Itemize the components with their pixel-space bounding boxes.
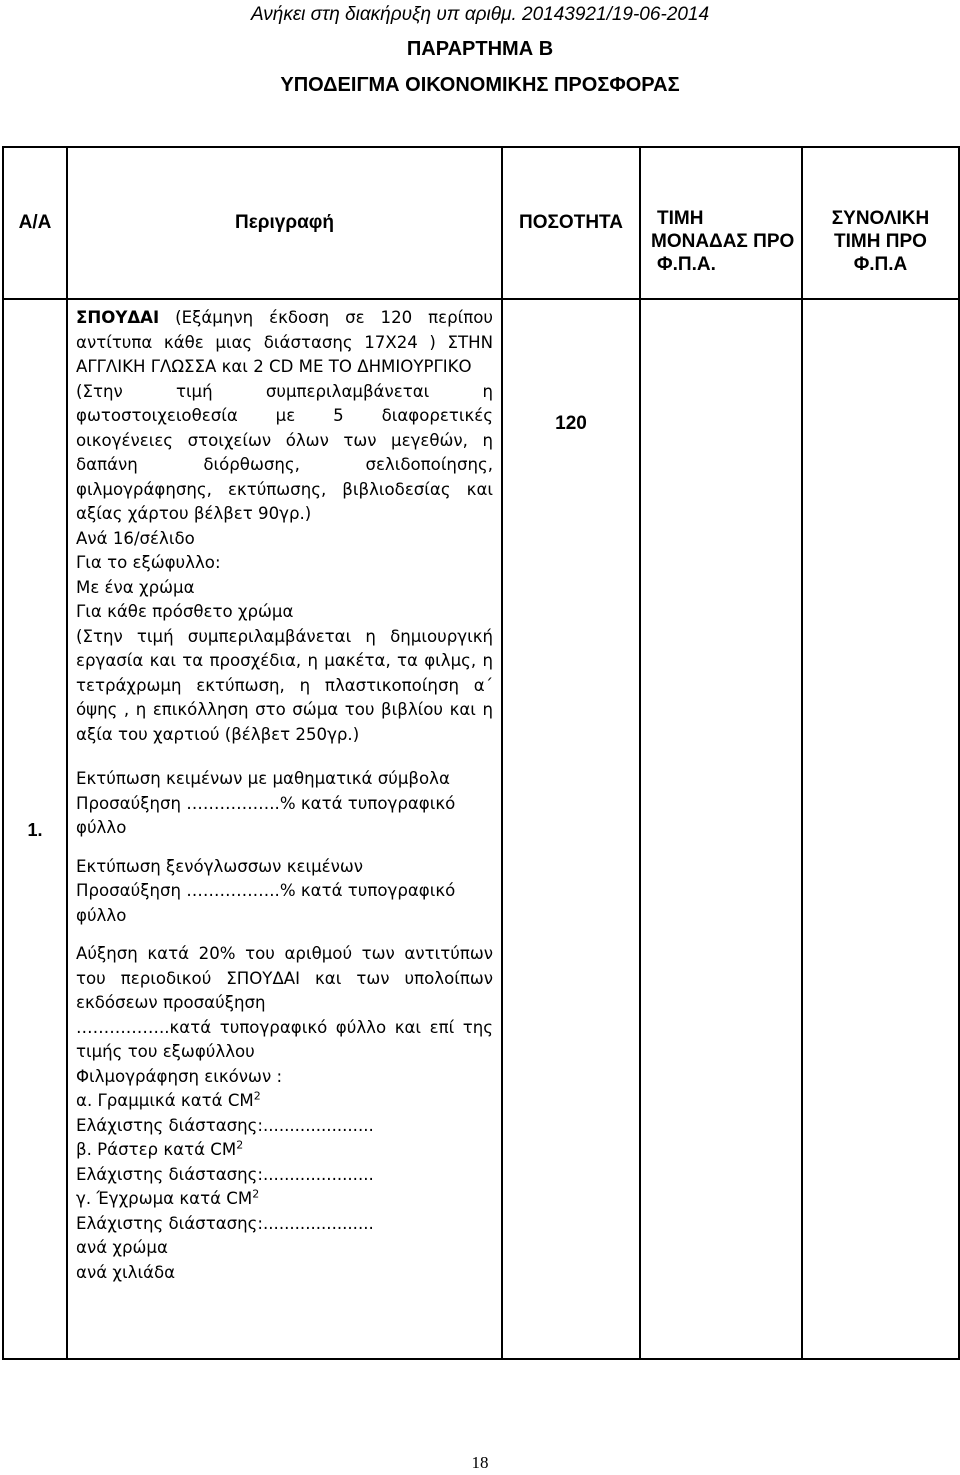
per-sheet-line: Ανά 16/σέλιδο — [76, 528, 195, 548]
raster-line: β. Ράστερ κατά $CM^2$ — [76, 1138, 244, 1159]
copies-increase-paragraph: Αύξηση κατά 20% του αριθμού των αντιτύπων του περιοδικού ΣΠΟΥΔΑΙ και των υπολοίπων εκδόσεων προσαύξηση — [76, 944, 493, 1012]
extra-color-line: Για κάθε πρόσθετο χρώμα — [76, 602, 294, 621]
unit-price-cell[interactable] — [640, 299, 802, 1359]
header-total-price — [802, 147, 959, 299]
header-unit-price-line3: Φ.Π.Α. — [657, 253, 716, 275]
math-sheet-line: φύλλο — [76, 818, 127, 837]
document-title: ΥΠΟΔΕΙΓΜΑ ΟΙΚΟΝΟΜΙΚΗΣ ΠΡΟΣΦΟΡΑΣ — [280, 74, 680, 96]
header-unit-price-line2: ΜΟΝΑΔΑΣ ΠΡΟ — [651, 230, 795, 252]
foreign-sheet-line: φύλλο — [76, 905, 127, 925]
math-print-line: Εκτύπωση κειμένων με μαθηματικά σύμβολα — [76, 769, 450, 788]
film-heading: Φιλμογράφηση εικόνων : — [76, 1066, 283, 1086]
header-total-line3: Φ.Π.Α — [853, 253, 908, 275]
cover-line: Για το εξώφυλλο: — [76, 553, 221, 572]
description-cell — [67, 299, 502, 1359]
header-unit-price — [640, 147, 802, 299]
header-quantity: ΠΟΣΟΤΗΤΑ — [502, 147, 640, 299]
table-row — [3, 299, 959, 1359]
per-thousand-line: ανά χιλιάδα — [76, 1262, 176, 1282]
min-dimension-b: Ελάχιστης διάστασης:..................... — [76, 1164, 374, 1184]
header-total-line1: ΣΥΝΟΛΙΚΗ — [831, 207, 930, 229]
copies-increase-end: ……………..κατά τυπογραφικό φύλλο και επί της τιμής του εξωφύλλου — [76, 1017, 493, 1061]
description-paragraph-2: (Στην τιμή συμπεριλαμβάνεται η φωτοστοιχειοθεσία με 5 διαφορετικές οικογένειες στοιχείων όλων των μεγεθών, η δαπάνη διόρθωσης, σελιδοποίησης, φιλμογράφησης, εκτύπωσης, βιβλιοδεσίας και αξίας χάρτου βέλβετ 90γρ.) — [76, 381, 493, 523]
header-total-line2: ΤΙΜΗ ΠΡΟ — [834, 230, 927, 252]
per-color-line: ανά χρώμα — [76, 1238, 168, 1257]
financial-offer-table — [2, 146, 960, 1360]
min-dimension-c: Ελάχιστης διάστασης:..................... — [76, 1213, 374, 1233]
total-price-cell[interactable] — [802, 299, 959, 1359]
annex-title: ΠΑΡΑΡΤΗΜΑ Β — [406, 38, 554, 60]
description-paragraph-3: (Στην τιμή συμπεριλαμβάνεται η δημιουργική εργασία και τα προσχέδια, η μακέτα, τα φιλμς, η τετράχρωμη εκτύπωση, η πλαστικοποίηση α΄ όψης , η επικόλληση στο σώμα του βιβλίου και η αξία του χαρτιού (βέλβετ 250γρ.) — [76, 626, 493, 744]
description-paragraph-1 — [76, 306, 493, 380]
document-reference-note: Ανήκει στη διακήρυξη υπ αριθμ. 20143921/19-06-2014 — [250, 4, 710, 25]
min-dimension-a: Ελάχιστης διάστασης:..................... — [76, 1115, 374, 1135]
row-number: 1. — [27, 820, 43, 840]
desc-p1: (Εξάμηνη έκδοση σε 120 περίπου αντίτυπα κάθε μιας διάστασης 17Χ24 ) ΣΤΗΝ ΑΓΓΛΙΚΗ ΓΛΩΣΣΑ και 2 CD ΜΕ ΤΟ ΔΗΜΙΟΥΡΓΙΚΟ — [76, 308, 493, 376]
quantity-value: 120 — [555, 413, 587, 434]
linear-line: α. Γραμμικά κατά $CM^2$ — [76, 1089, 261, 1110]
header-aa: Α/Α — [3, 147, 67, 299]
row-number-cell — [3, 299, 67, 1359]
quantity-cell — [502, 299, 640, 1359]
color-line: γ. Έγχρωμα κατά $CM^2$ — [76, 1187, 260, 1208]
page-number: 18 — [471, 1453, 489, 1472]
header-unit-price-line1: ΤΙΜΗ — [657, 207, 704, 229]
journal-name: ΣΠΟΥΔΑΙ — [76, 308, 160, 327]
header-description: Περιγραφή — [67, 147, 502, 299]
one-color-line: Με ένα χρώμα — [76, 577, 195, 597]
math-increase-line: Προσαύξηση ……………..% κατά τυπογραφικό — [76, 793, 456, 813]
table-header-row — [3, 147, 959, 299]
foreign-increase-line: Προσαύξηση ……………..% κατά τυπογραφικό — [76, 881, 456, 900]
foreign-print-line: Εκτύπωση ξενόγλωσσων κειμένων — [76, 856, 364, 876]
